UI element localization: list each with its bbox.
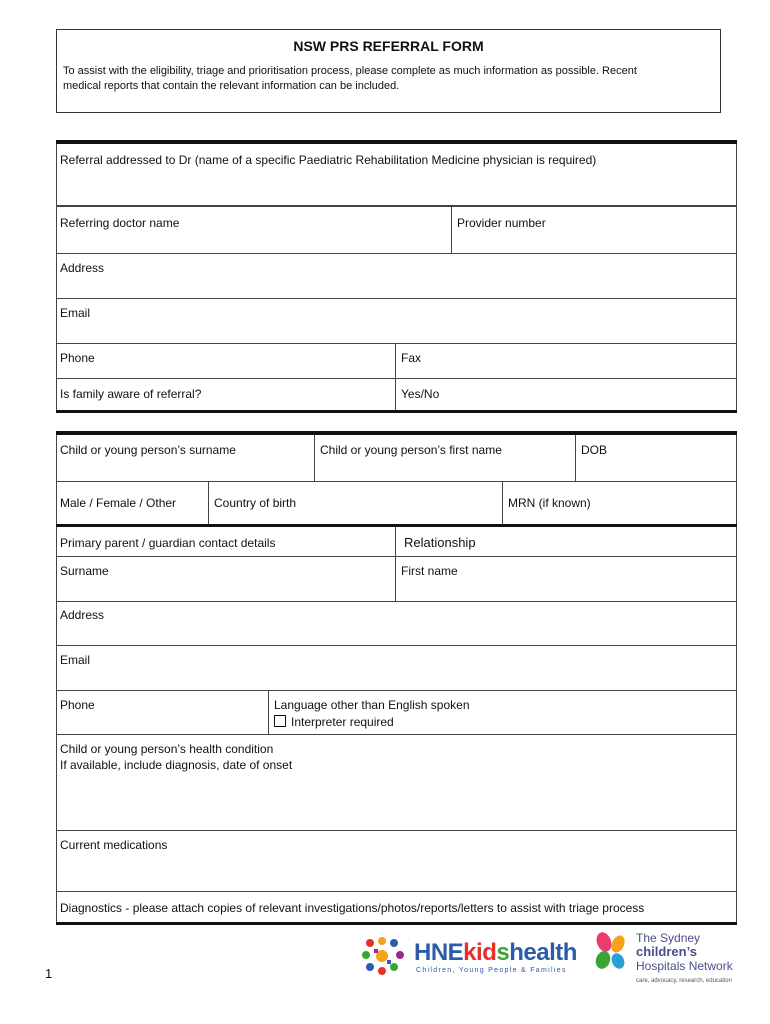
cell-divider [395,527,396,602]
hne-figures-icon [358,935,410,979]
sch-petals-icon [590,930,632,974]
interpreter-option[interactable] [274,714,394,730]
section-border-right [736,144,737,411]
provider-number-field[interactable]: Provider number [457,216,546,230]
section-border-left [56,435,57,925]
gender-field[interactable]: Male / Female / Other [60,496,177,510]
cell-divider [314,435,315,481]
row-divider [56,690,737,691]
sch-line2: children’s [636,944,697,959]
primary-contact-label: Primary parent / guardian contact details [60,536,276,550]
referrer-fax-field[interactable]: Fax [401,351,422,365]
language-field[interactable]: Language other than English spoken [274,698,470,712]
row-divider [56,378,737,379]
mrn-field[interactable]: MRN (if known) [508,496,591,510]
row-divider [56,830,737,831]
cell-divider [502,481,503,524]
interpreter-label: Interpreter required [291,715,394,729]
row-divider [56,645,737,646]
row-divider [56,734,737,735]
form-header [56,29,721,113]
referring-doctor-field[interactable]: Referring doctor name [60,216,180,230]
form-intro: To assist with the eligibility, triage and prioritisation process, please complete as much information as possible. Recent medical reports that contain the relevant information can be included. [63,65,637,92]
referrer-phone-field[interactable]: Phone [60,351,95,365]
row-divider [56,891,737,892]
interpreter-checkbox[interactable] [274,715,286,727]
diagnostics-field[interactable]: Diagnostics - please attach copies of relevant investigations/photos/reports/letters to assist with triage process [60,901,645,915]
page-number: 1 [45,966,53,981]
cell-divider [268,690,269,734]
health-condition-field[interactable]: Child or young person’s health condition If available, include diagnosis, date of onset [60,742,293,772]
cell-divider [575,435,576,481]
child-first-name-field[interactable]: Child or young person’s first name [320,443,502,457]
sch-line1: The Sydney [636,931,701,945]
contact-email-field[interactable]: Email [60,653,91,667]
section-border-right [736,435,737,925]
family-aware-yes-no[interactable]: Yes/No [401,387,440,401]
row-divider [56,601,737,602]
referrer-address-field[interactable]: Address [60,261,105,275]
row-divider [56,524,737,527]
row-divider [56,253,737,254]
referral-addressed-field[interactable]: Referral addressed to Dr (name of a specific Paediatric Rehabilitation Medicine physician is required) [60,153,597,167]
relationship-field[interactable]: Relationship [404,535,476,550]
sch-line3: Hospitals Network [636,959,733,973]
cell-divider [208,481,209,524]
cell-divider [451,207,452,253]
medications-field[interactable]: Current medications [60,838,168,852]
contact-phone-field[interactable]: Phone [60,698,95,712]
hne-kids-health-logo [358,935,577,979]
dob-field[interactable]: DOB [581,443,608,457]
cell-divider [395,343,396,411]
section-divider [56,431,737,435]
row-divider [56,205,737,207]
row-divider [56,556,737,557]
contact-first-name-field[interactable]: First name [401,564,458,578]
contact-address-field[interactable]: Address [60,608,105,622]
section-divider [56,140,737,144]
sydney-childrens-hospitals-logo [590,930,740,990]
referrer-email-field[interactable]: Email [60,306,91,320]
form-title: NSW PRS REFERRAL FORM [293,38,484,54]
family-aware-label: Is family aware of referral? [60,387,202,401]
section-divider [56,922,737,925]
row-divider [56,298,737,299]
section-divider [56,410,737,413]
row-divider [56,481,737,482]
contact-surname-field[interactable]: Surname [60,564,109,578]
hne-logo-text: HNEkidshealth [414,939,577,966]
country-of-birth-field[interactable]: Country of birth [214,496,297,510]
section-border-left [56,144,57,411]
hne-tagline: Children, Young People & Families [416,967,567,974]
row-divider [56,343,737,344]
child-surname-field[interactable]: Child or young person’s surname [60,443,236,457]
sch-tagline: care, advocacy, research, education [636,978,732,984]
